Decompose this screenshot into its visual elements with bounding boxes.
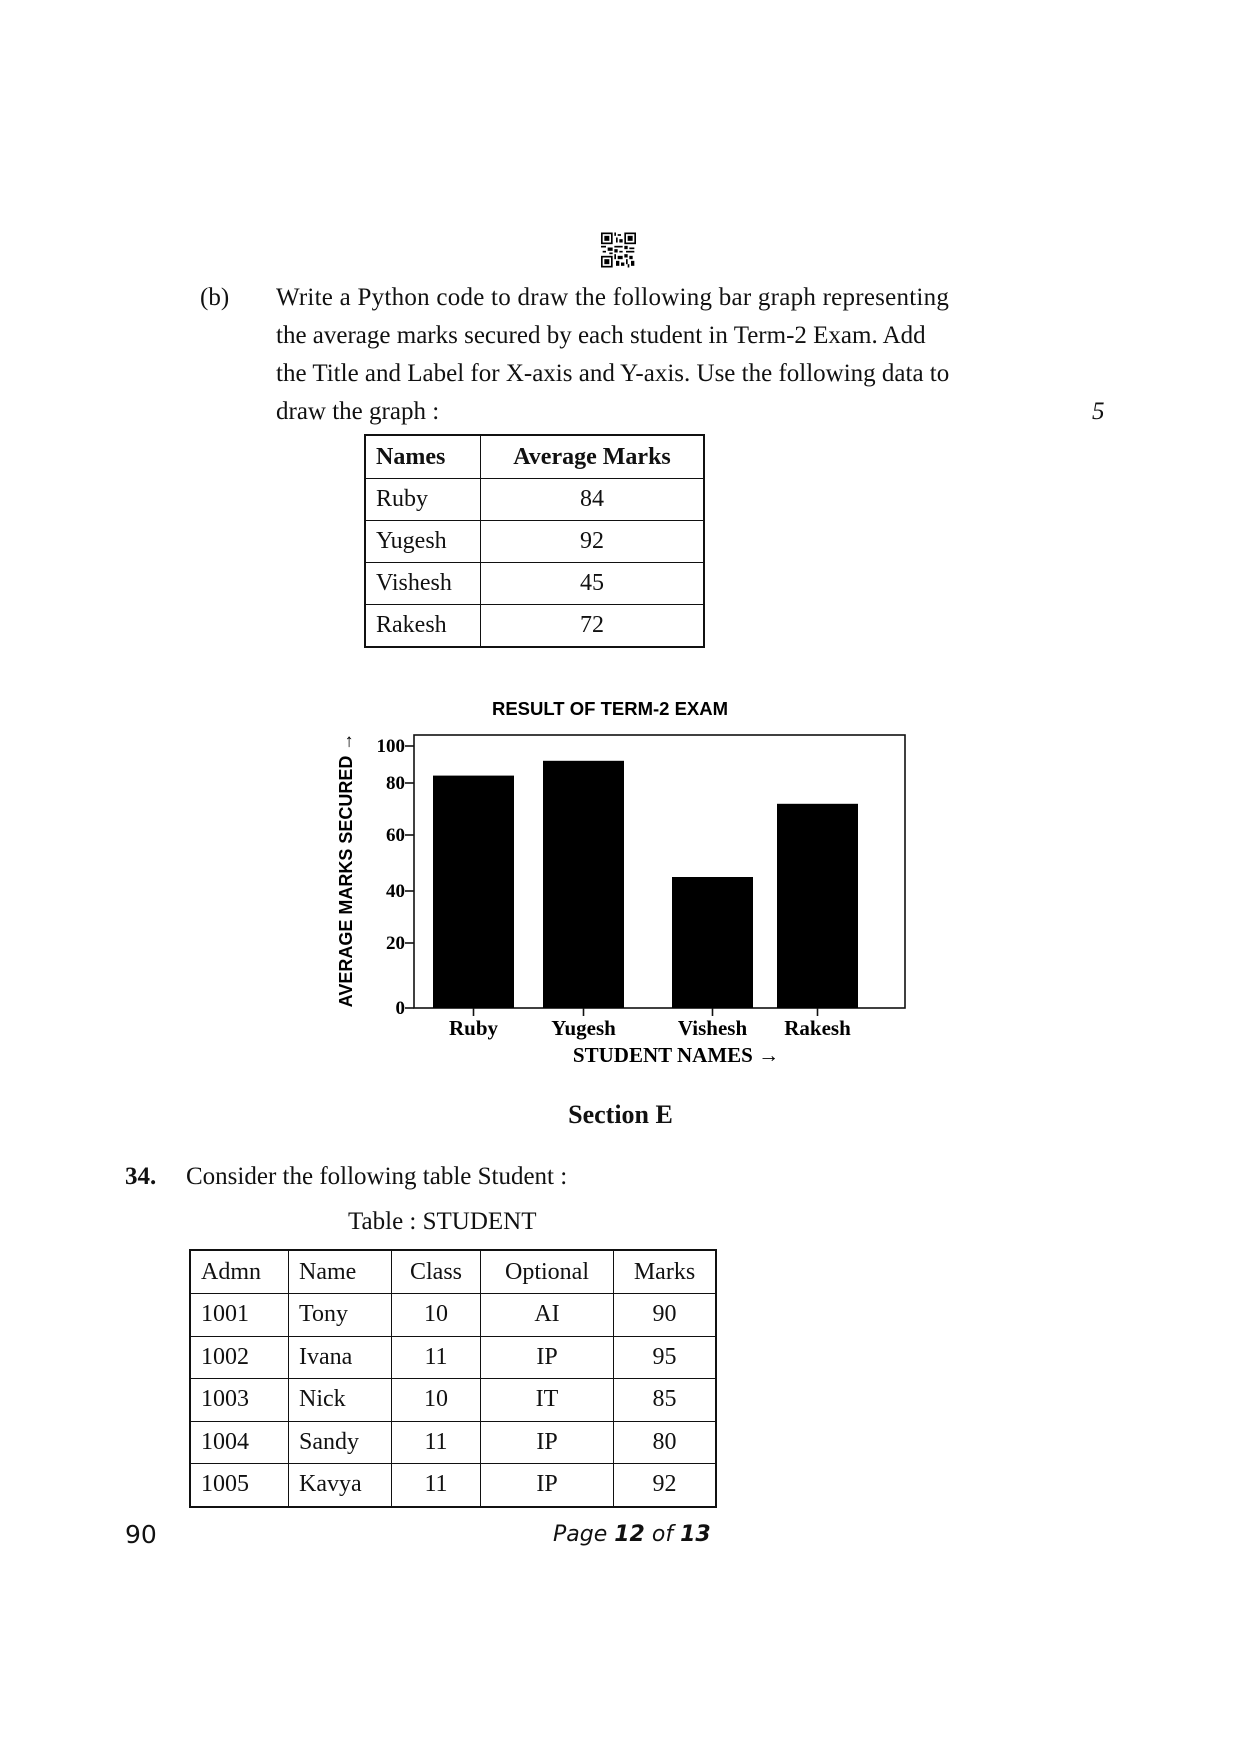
page-current: 12 xyxy=(614,1522,645,1547)
chart-x-axis-label: STUDENT NAMES → xyxy=(572,1043,780,1067)
table-cell: 1005 xyxy=(190,1464,289,1507)
table-cell: IP xyxy=(481,1421,614,1464)
table-row xyxy=(365,479,704,521)
table-row xyxy=(190,1336,716,1379)
table-cell: 45 xyxy=(481,563,705,605)
bar-yugesh xyxy=(543,761,624,1008)
table-cell: Vishesh xyxy=(365,563,481,605)
y-tick-label: 60 xyxy=(386,825,405,846)
table-header-cell: Average Marks xyxy=(481,435,705,479)
table-row xyxy=(365,521,704,563)
table-cell: 92 xyxy=(614,1464,717,1507)
x-tick-label: Ruby xyxy=(448,1016,499,1040)
chart-y-axis-label: AVERAGE MARKS SECURED → xyxy=(336,732,356,1008)
table-cell: 11 xyxy=(392,1336,481,1379)
table-header-cell: Name xyxy=(289,1250,392,1294)
table-header-cell: Optional xyxy=(481,1250,614,1294)
table-cell: 92 xyxy=(481,521,705,563)
table-cell: 11 xyxy=(392,1464,481,1507)
table-header-row xyxy=(365,435,704,479)
question-b-line: the Title and Label for X-axis and Y-axis. Use the following data to xyxy=(276,360,950,387)
table-header-cell: Class xyxy=(392,1250,481,1294)
table-cell: 10 xyxy=(392,1294,481,1337)
section-heading: Section E xyxy=(568,1100,673,1129)
question-marks: 5 xyxy=(1092,398,1105,425)
table-cell: AI xyxy=(481,1294,614,1337)
table-cell: 1001 xyxy=(190,1294,289,1337)
y-tick-label: 0 xyxy=(395,998,405,1019)
chart-title: RESULT OF TERM-2 EXAM xyxy=(491,698,729,719)
student-table xyxy=(189,1249,717,1508)
table-cell: Rakesh xyxy=(365,605,481,648)
table-cell: 90 xyxy=(614,1294,717,1337)
qr-code-icon xyxy=(601,232,636,268)
table-cell: Nick xyxy=(289,1379,392,1422)
table-header-row xyxy=(190,1250,716,1294)
table-cell: 1002 xyxy=(190,1336,289,1379)
table-cell: 10 xyxy=(392,1379,481,1422)
table-cell: 95 xyxy=(614,1336,717,1379)
y-tick-label: 40 xyxy=(386,881,405,902)
table-row xyxy=(365,605,704,648)
x-tick-label: Vishesh xyxy=(677,1016,748,1040)
paper-code: 90 xyxy=(125,1520,157,1549)
table-cell: 85 xyxy=(614,1379,717,1422)
average-marks-table xyxy=(364,434,705,648)
table-cell: Kavya xyxy=(289,1464,392,1507)
table-cell: 80 xyxy=(614,1421,717,1464)
bar-ruby xyxy=(433,776,514,1008)
table-header-cell: Admn xyxy=(190,1250,289,1294)
table-cell: Ruby xyxy=(365,479,481,521)
table-row xyxy=(365,563,704,605)
table-cell: Yugesh xyxy=(365,521,481,563)
table-cell: IT xyxy=(481,1379,614,1422)
question-number: 34. xyxy=(125,1163,157,1190)
table-cell: IP xyxy=(481,1336,614,1379)
table-row xyxy=(190,1379,716,1422)
bar-rakesh xyxy=(777,804,858,1008)
table-cell: Tony xyxy=(289,1294,392,1337)
table-cell: 72 xyxy=(481,605,705,648)
question-part-label: (b) xyxy=(200,284,230,311)
x-tick-label: Yugesh xyxy=(551,1016,616,1040)
table-cell: 84 xyxy=(481,479,705,521)
y-tick-label: 80 xyxy=(386,773,405,794)
page-total: 13 xyxy=(680,1522,711,1547)
table-cell: 1003 xyxy=(190,1379,289,1422)
bar-chart xyxy=(320,690,920,1080)
question-b-line: draw the graph : xyxy=(276,398,440,425)
table-row xyxy=(190,1294,716,1337)
table-cell: 1004 xyxy=(190,1421,289,1464)
table-cell: Ivana xyxy=(289,1336,392,1379)
table-header-cell: Marks xyxy=(614,1250,717,1294)
question-34-text: Consider the following table Student : xyxy=(186,1163,568,1190)
table-cell: IP xyxy=(481,1464,614,1507)
question-b-text xyxy=(276,279,1056,431)
x-tick-label: Rakesh xyxy=(784,1016,851,1040)
question-b-line: Write a Python code to draw the following bar graph representing xyxy=(276,284,950,311)
table-row xyxy=(190,1464,716,1507)
y-tick-label: 100 xyxy=(376,736,405,757)
y-tick-label: 20 xyxy=(386,933,405,954)
table-row xyxy=(190,1421,716,1464)
page-of: of xyxy=(651,1522,674,1547)
table-cell: 11 xyxy=(392,1421,481,1464)
page-prefix: Page xyxy=(553,1522,608,1547)
table-caption: Table : STUDENT xyxy=(348,1208,537,1235)
question-b-line: the average marks secured by each student in Term-2 Exam. Add xyxy=(276,322,926,349)
bar-vishesh xyxy=(672,877,753,1008)
page-number xyxy=(553,1522,711,1547)
table-cell: Sandy xyxy=(289,1421,392,1464)
table-header-cell: Names xyxy=(365,435,481,479)
